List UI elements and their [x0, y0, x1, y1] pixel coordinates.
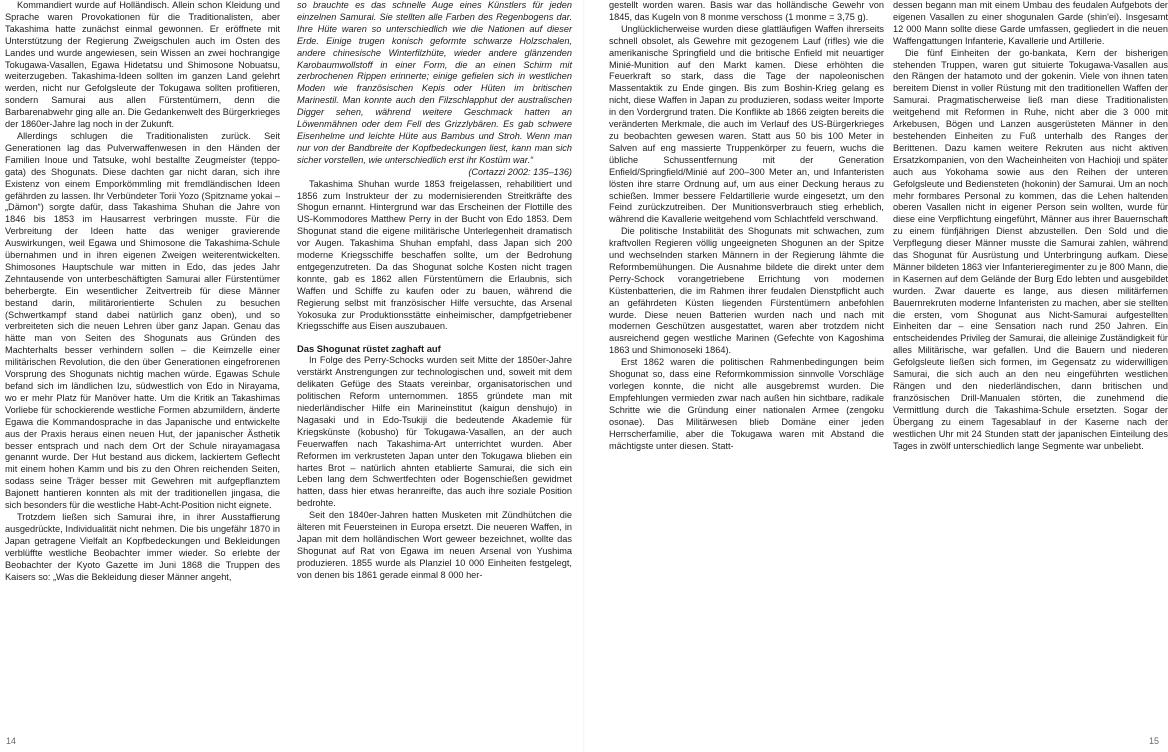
paragraph: dessen begann man mit einem Umbau des feudalen Aufgebots der eigenen Vasallen zu einer shogunalen Garde (shin'ei). Insgesamt 12 000 Mann sollte diese Garde umfassen, gegliedert in die neuen Waffengattungen Infanterie, Kavallerie und Artillerie. [893, 0, 1168, 46]
block-quote [297, 0, 572, 179]
page-number-left: 14 [6, 736, 17, 746]
paragraph: Trotzdem ließen sich Samurai ihre, in ihrer Ausstaffierung ausgedrückte, Individualität nicht nehmen. Die bis ungefähr 1870 in Japan getragene Vielfalt an Kopfbedeckungen und Bekleidungen verblüffte westliche Beobachter immer wieder. So erlebte der Beobachter der Kyoto Gazette im Juni 1868 die Truppen des Kaisers so: „Was die Bekleidung dieser Männer angeht, [5, 511, 280, 582]
quote-text: so brauchte es das schnelle Auge eines Künstlers für jeden einzelnen Samurai. Sie stellten alle Farben des Regenbogens dar. Ihre Hüte waren so unterschiedlich wie die Nationen auf dieser Erde. Einige trugen konisch geformte schwarze Holzschalen, andere chinesische Winterfilzhüte, wieder andere glänzenden Karobaumwollstoff in einer Form, die an einen Schirm mit zerbrochenen Rippen erinnerte; einige gefielen sich in westlichen Moden wie französischen Kepis oder Hüten im britischen Marinestil. Man konnte auch den Filzschlapphut der australischen Digger sehen, während weitere Geschmack hatten an Löwenmähnen oder dem Fell des Grizzlybären. Es gab schwere Eisenhelme und leichte Hüte aus Bambus und Stroh. Wenn man nur von der Bandbreite der Kopfbedeckungen liest, kann man sich sicher vorstellen, wie unterschiedlich erst ihr Kostüm war.“ [297, 0, 572, 165]
right-page-column-1 [609, 0, 884, 452]
right-page-column-2 [893, 0, 1168, 452]
quote-citation: (Cortazzi 2002: 135–136) [468, 166, 572, 177]
page-number-right: 15 [1149, 736, 1160, 746]
paragraph: Erst 1862 waren die politischen Rahmenbedingungen beim Shogunat so, dass eine Reformkommission sinnvolle Vorschläge vorlegen konnte, die nicht alle ausgebremst wurden. Die Empfehlungen vermieden zwar nach außen hin sichtbare, radikale Schritte wie die Gründung einer nationalen Armee (zengoku osonae). Das Militärwesen blieb Domäne einer jeden Herrscherfamilie, aber die Tokugawa waren mit Abstand die mächtigste unter diesen. Statt- [609, 357, 884, 451]
section-heading: Das Shogunat rüstet zaghaft auf [297, 343, 441, 355]
paragraph: Unglücklicherweise wurden diese glattläufigen Waffen ihrerseits schnell obsolet, als Gewehre mit gezogenem Lauf (rifles) wie die amerikanische Springfield und die britische Enfield mit neuartiger Minié-Munition auf den Markt kamen. Diese erhöhten die Feuerkraft so stark, dass die Tage der napoleonischen Massentaktik zu Ende gingen. Bis zum Boshin-Krieg gelang es nicht, diese Waffen in Japan zu produzieren, sodass weiter Importe in den Vordergrund traten. Die Konflikte ab 1866 zeigten bereits die veränderten Merkmale, die auch im Verlauf des US-Bürgerkrieges zu beobachten gewesen waren. Statt aus 50 bis 100 Meter in Salven auf eng massierte Truppenkörper zu feuern, wuchs die übliche Schussentfernung mit der Generation Enfield/Springfield/Minié auf 200–300 Meter an, und Infanteristen lösten ihre starre Ordnung auf, um aus einer Deckung heraus zu schießen. Immer bessere Feldartillerie wurde eingesetzt, um den Feind zurückzutreiben. Der Munitionsverbrauch stieg erheblich, während die Kavallerie weitgehend vom Schlachtfeld verschwand. [609, 23, 884, 225]
left-page-column-1 [5, 0, 280, 583]
left-page-column-2 [297, 0, 572, 582]
page-gutter [583, 0, 585, 752]
paragraph: Kommandiert wurde auf Holländisch. Allein schon Kleidung und Sprache waren Provokationen für die Traditionalisten, aber Takashima hatte zunächst einmal gewonnen. Er eröffnete mit Unterstützung der Regierung Zweigschulen auch im Osten des Landes und wurde angewiesen, sein Wissen an zwei hochrangige Tokugawa-Vasallen, Egawa Hidetatsu und Shimosone Nobuatsu, weiterzugeben. Takashima-Ideen sollten im ganzen Land gelehrt werden, nicht nur Gefolgsleute der Tokugawa sollten profitieren, sondern Samurai aus allen Fürstentümern, denn die Barbarenabwehr ging alle an. Die Gedankenwelt des Bürgerkrieges der 1860er-Jahre lag noch in der Zukunft. [5, 0, 280, 130]
paragraph: Allerdings schlugen die Traditionalisten zurück. Seit Generationen lag das Pulverwaffenwesen in den Händen der Familien Inoue und Tatsuke, wohl bestallte Zeugmeister (teppo-gata) des Shogunats. Diese dachten gar nicht daran, sich ihre Existenz von einem Emporkömmling mit fremdländischen Ideen gefährden zu lassen. Ihr Verbündeter Torii Yozo (Spitzname yokai – „Dämon“) sorgte dafür, dass Takashima Shuhan die Jahre von 1846 bis 1853 im Hausarrest verbringen musste. Für die Verbreitung der Ideen hatte das weniger gravierende Auswirkungen, weil Egawa und Shimosone die Takashima-Schule übernahmen und in ihren eigenen Zweigen weiterentwickelten. Shimosones Hauptschule war mitten in Edo, das jedes Jahr Zehntausende von unterbeschäftigten Samurai aller Fürstentümer beherbergte. Ein wesentlicher Zeitvertreib für diese Männer bestand darin, militärorientierte Schulen zu besuchen (Schwertkampf stand dabei natürlich ganz oben), und so verbreiteten sich die neuen Lehren über ganz Japan. Genau das hätte man von Seiten des Shogunats aus Gründen des Machterhalts besser verhindern sollen – die Keimzelle einer militärischen Revolution, die den über Generationen eingefrorenen Vorsprung des Shogunats nichtig machen würde. Egawas Schule befand sich im ländlichen Izu, südwestlich von Edo in Nirayama, wo er mehr Platz für Manöver hatte. Um die Kritik an Takashimas Vorliebe für schockierende westliche Formen abzumildern, änderte Egawa die Kommandosprache in das Japanische und entwickelte aus der Praxis heraus einen neuen Hut, der japanischer Ästhetik besser entsprach und nach dem Ort der Schule nirayamagasa genannt wurde. Der Hut bestand aus dickem, lackiertem Geflecht mit einem hohen Kamm und bis zu den Ohren reichenden Seiten, sodass seine Träger besser mit Gewehren mit aufgepflanztem Bajonett hantieren konnten als mit der traditionellen jingasa, die sich besonders für die westliche Habt-Acht-Position nicht eignete. [5, 130, 280, 511]
paragraph: Die fünf Einheiten der go-bankata, Kern der bisherigen stehenden Truppen, waren gut situierte Tokugawa-Vasallen aus den Rängen der hatamoto und der gokenin. Viele von ihnen taten bereitem Dienst in voller Rüstung mit den traditionellen Waffen der Samurai. Pragmatischerweise ließ man diese Traditionalisten weitgehend mit Reformen in Ruhe, nicht aber die 3 000 mit Arkebusen, Bögen und Lanzen ausgerüsteten Männer in den bestehenden Einheiten zu Fuß unterhalb des Ranges der Berittenen. Dazu kamen weitere Rekruten aus nicht aktiven Ersatzkompanien, von den Wacheinheiten von Hachioji und später auch aus Yokohama sowie aus den Reihen der unteren Gefolgsleute und Bediensteten (hokonin) der Samurai. Um an noch mehr formbares Personal zu kommen, das die Lehen haltenden oberen Vasallen nicht in eigener Person sein wollten, wurde für diese eine Verpflichtung eingeführt, Männer aus ihrer Bauernschaft zu einem fünfjährigen Dienst abzustellen. Den Sold und die Verpflegung dieser Männer musste die Samurai zahlen, während das Shogunat für Ausrüstung und Unterbringung aufkam. Diese Männer bildeten 1863 vier Infanterieregimenter zu je 800 Mann, die in Kasernen auf dem Gelände der Burg Edo lebten und ausgebildet wurden. Zwar dauerte es lange, aus diesen militärfernen Bauernrekruten moderne Infanteristen zu machen, aber sie stellten die ersten, vom Shogunat aus Nicht-Samurai aufgestellten Einheiten dar – eine Sensation nach rund 250 Jahren. Ein entscheidendes Privileg der Samurai, die alleinige Zuständigkeit für alles Militärische, war gefallen. Und die Bauern und niederen Gefolgsleute ließen sich formen, im Gegensatz zu widerwilligen Samurai, die sich auch an den neu eingeführten westlichen Rängen und den niederländischen, dann britischen und französischen Drill-Manualen störten, die zunehmend die Vermittlung durch die Takashima-Schule ersetzten. Sogar der Übergang zu einem Tagesablauf in der Kaserne nach der westlichen Uhr mit 24 Stunden statt der japanischen Einteilung des Tages in zwölf unterschiedlich lange Segmente war unbeliebt. [893, 47, 1168, 451]
paragraph: Seit den 1840er-Jahren hatten Musketen mit Zündhütchen die älteren mit Feuersteinen in Europa ersetzt. Die neueren Waffen, in Japan mit dem holländischen Wort geweer bezeichnet, wollte das Shogunat auf Rat von Egawa im neuen Arsenal von Yushima produzieren. 1855 wurde als Planziel 10 000 Einheiten festgelegt, von denen bis 1861 gerade einmal 8 000 her- [297, 510, 572, 580]
paragraph: gestellt worden waren. Basis war das holländische Gewehr von 1845, das Kugeln von 8 monme verschoss (1 monme = 3,75 g). [609, 0, 884, 22]
paragraph: In Folge des Perry-Schocks wurden seit Mitte der 1850er-Jahre verstärkt Anstrengungen zur technologischen und, soweit mit dem delikaten Gefüge des Staats vereinbar, organisatorischen und politischen Reform unternommen. 1855 gründete man mit niederländischer Hilfe ein Marineinstitut (kaigun denshujo) in Nagasaki und in Edo-Tsukiji die bedeutende Akademie für Kriegskünste (kobusho) für Tokugawa-Vasallen, an der auch Feuerwaffen nach Takashima-Art unterrichtet wurden. Aber Reformen im verkrusteten Japan unter den Tokugawa blieben ein hartes Brot – natürlich ahnten etablierte Samurai, die sich ein Leben lang dem Schwertfechten oder Bogenschießen gewidmet hatten, dass hier etwas heranreifte, das auch ihre soziale Position bedrohte. [297, 355, 572, 509]
paragraph: Takashima Shuhan wurde 1853 freigelassen, rehabilitiert und 1856 zum Instrukteur der zu modernisierenden Streitkräfte des Shogun ernannt. Hintergrund war das Erscheinen der Flottille des US-Kommodores Matthew Perry in der Bucht von Edo 1853. Dem Shogunat stand die eigene militärische Unterlegenheit dramatisch vor Augen. Takashima Shuhan empfahl, dass Japan sich 200 moderne Kriegsschiffe beschaffen sollte, um der Bedrohung entgegenzutreten. Da das Shogunat solche Kosten nicht tragen konnte, gab es 1862 allen Fürstentümern die Erlaubnis, sich Waffen und Schiffe zu kaufen oder zu bauen, während die Regierung selbst mit französischer Hilfe versuchte, das Arsenal Yokosuka zur Produktionsstätte einheimischer, dampfgetriebener Kriegsschiffe aus Eisen auszubauen. [297, 178, 572, 332]
paragraph: Die politische Instabilität des Shogunats mit schwachen, zum kraftvollen Regieren völlig ungeeigneten Shogunen an der Spitze und wechselnden starken Männern in der Regierung lähmte die Reformbemühungen. Die Ausnahme bildete die direkt unter dem Perry-Schock vorangetriebene Errichtung von modernen Küstenbatterien, die im Rahmen ihrer feudalen Dienstpflicht auch an gefährdeten Küsten liegenden Fürstentümern anbefohlen wurde. Diese neuen Batterien wurden nach und nach mit modernen Geschützen ausgestattet, waren aber trotzdem nicht ausreichend gegen westliche Marinen (Gefechte von Kagoshima 1863 und Shimonoseki 1864). [609, 226, 884, 356]
